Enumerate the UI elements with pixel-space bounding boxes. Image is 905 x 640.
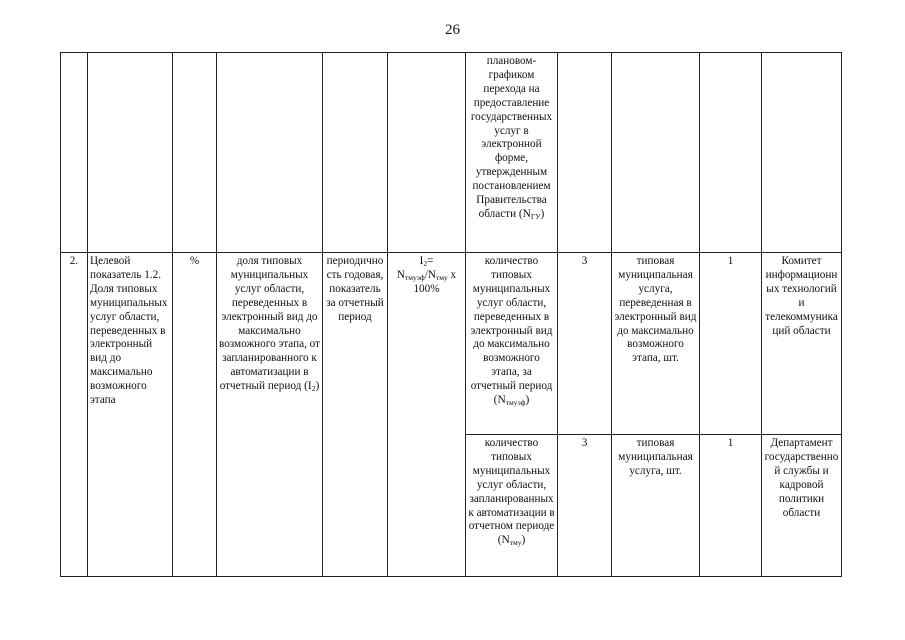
indicator-formula: $I_2=$ $N_{тмуэф}/N_{тму}$ x 100% bbox=[388, 253, 466, 577]
unit-label-1: типовая муниципальная услуга, переведенная в электронный вид до максимально возможного этапа, шт. bbox=[612, 253, 700, 435]
basic-indicator-1: количество типовых муниципальных услуг области, переведенных в электронный вид до максимально возможного этапа, за отчетный период $(N_{тмуэф})$ bbox=[466, 253, 558, 435]
table-cell-empty bbox=[558, 53, 612, 253]
page-number: 26 bbox=[445, 22, 460, 38]
responsible-1: Комитет информационных технологий и телекоммуникаций области bbox=[762, 253, 842, 435]
basic-variable-1: $(N_{тмуэф})$ bbox=[493, 394, 530, 408]
basic-indicator-2: количество типовых муниципальных услуг области, запланированных к автоматизации в отчетном периоде $(N_{тму})$ bbox=[466, 435, 558, 577]
table-cell-method-continuation bbox=[466, 53, 558, 253]
definition-variable: $(I_2)$ bbox=[304, 380, 320, 394]
definition-text: доля типовых муниципальных услуг области, переведенных в электронный вид до максимально возможного этапа, от запланированного к автоматизации в отчетный период bbox=[219, 255, 320, 393]
indicator-definition bbox=[217, 253, 323, 577]
collection-method-2: 3 bbox=[558, 435, 612, 577]
table-cell-empty bbox=[323, 53, 388, 253]
responsible-2: Департамент государственной службы и кадровой политики области bbox=[762, 435, 842, 577]
table-row-indicator bbox=[61, 253, 842, 435]
table-cell-empty bbox=[612, 53, 700, 253]
method-variable: $(N_{ГУ})$ bbox=[518, 207, 545, 221]
method-text: плановом-графиком перехода на предоставление государственных услуг в электронной форме, утвержденным постановлением Правительства области bbox=[470, 55, 553, 220]
indicators-table bbox=[60, 52, 842, 577]
table-cell-empty bbox=[173, 53, 217, 253]
basic-variable-2: $(N_{тму})$ bbox=[497, 534, 526, 548]
table-cell-empty bbox=[762, 53, 842, 253]
code-1: 1 bbox=[700, 253, 762, 435]
code-2: 1 bbox=[700, 435, 762, 577]
row-number: 2. bbox=[61, 253, 88, 577]
unit-label-2: типовая муниципальная услуга, шт. bbox=[612, 435, 700, 577]
indicator-name: Целевой показатель 1.2. Доля типовых муниципальных услуг области, переведенных в электронный вид до максимально возможного этапа bbox=[88, 253, 173, 577]
table-cell-empty bbox=[388, 53, 466, 253]
table-cell-empty bbox=[88, 53, 173, 253]
indicator-periodicity: периодичность годовая, показатель за отчетный период bbox=[323, 253, 388, 577]
collection-method-1: 3 bbox=[558, 253, 612, 435]
table-row-continuation bbox=[61, 53, 842, 253]
table-cell-empty bbox=[217, 53, 323, 253]
table-cell-empty bbox=[700, 53, 762, 253]
indicator-unit: % bbox=[173, 253, 217, 577]
table-cell-empty bbox=[61, 53, 88, 253]
